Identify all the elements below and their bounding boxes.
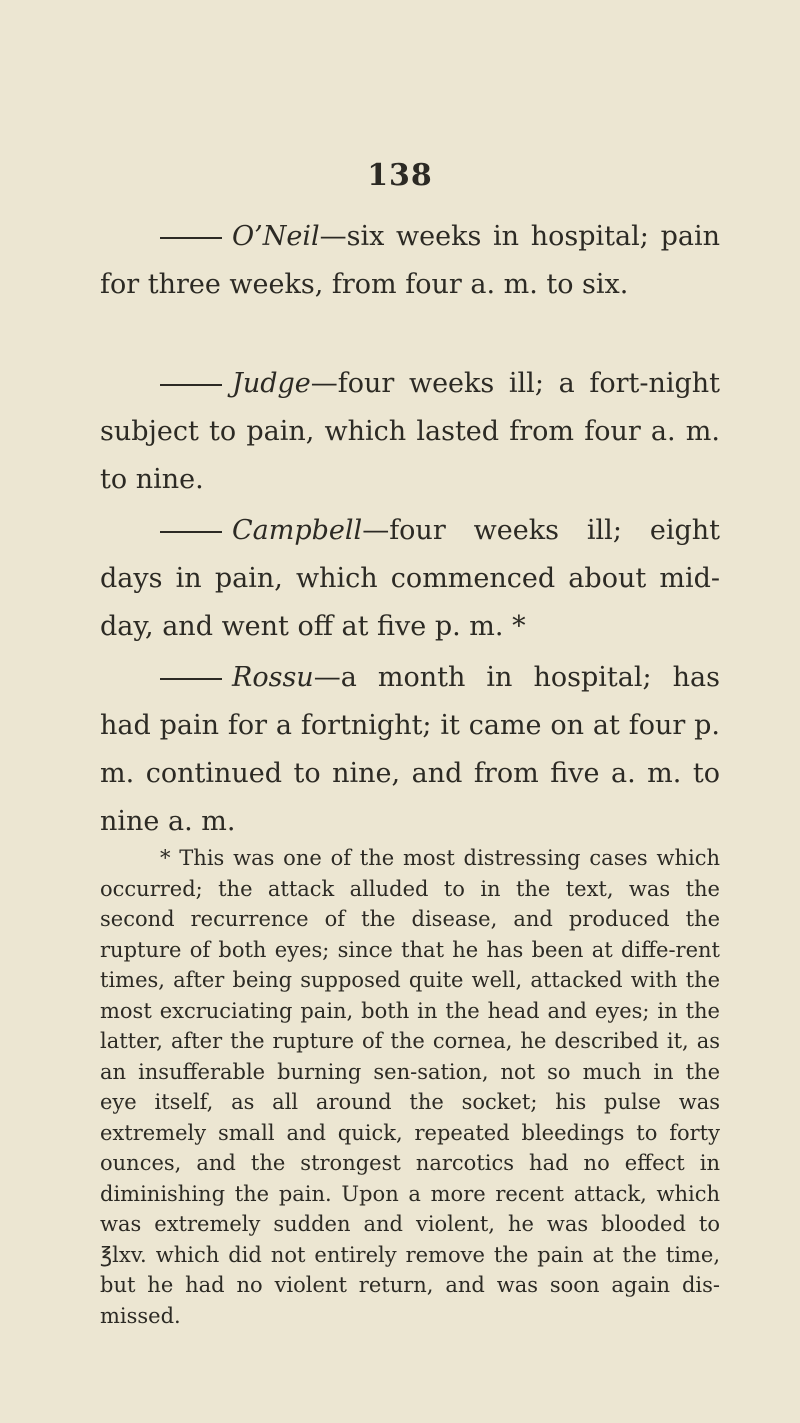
case-text: —a month in hospital; has had pain for a fortnight; it came on at four p. m. continued to nine, and from five a. m. to nine a. m.	[100, 662, 720, 837]
case-text: —six weeks in hospital; pain for three weeks, from four a. m. to six.	[100, 221, 720, 300]
em-rule	[160, 531, 222, 533]
case-text: —four weeks ill; a fort-night subject to pain, which lasted from four a. m. to nine.	[100, 368, 720, 495]
case-text: —four weeks ill; eight days in pain, which commenced about mid-day, and went off at five p. m. *	[100, 515, 720, 642]
patient-name: Campbell	[232, 515, 363, 546]
case-entry-judge	[100, 360, 720, 504]
case-entry-campbell	[100, 507, 720, 651]
page-number: 138	[367, 158, 433, 193]
em-rule	[160, 237, 222, 239]
em-rule	[160, 678, 222, 680]
footnote: * This was one of the most distressing cases which occurred; the attack alluded to in the text, was the second recurrence of the disease, and produced the rupture of both eyes; since that he has been at diffe-rent times, after being supposed quite well, attacked with the most excruciating pain, both in the head and eyes; in the latter, after the rupture of the cornea, he described it, as an insufferable burning sen-sation, not so much in the eye itself, as all around the socket; his pulse was extremely small and quick, repeated bleedings to forty ounces, and the strongest narcotics had no effect in diminishing the pain. Upon a more recent attack, which was extremely sudden and violent, he was blooded to ℥lxv. which did not entirely remove the pain at the time, but he had no violent return, and was soon again dis-missed.	[100, 846, 720, 1328]
patient-name: O’Neil	[232, 221, 320, 252]
case-entry-oneil	[100, 213, 720, 309]
em-rule	[160, 384, 222, 386]
patient-name: Rossu	[232, 662, 314, 693]
case-entry-rossu	[100, 654, 720, 846]
patient-name: Judge	[232, 368, 311, 399]
